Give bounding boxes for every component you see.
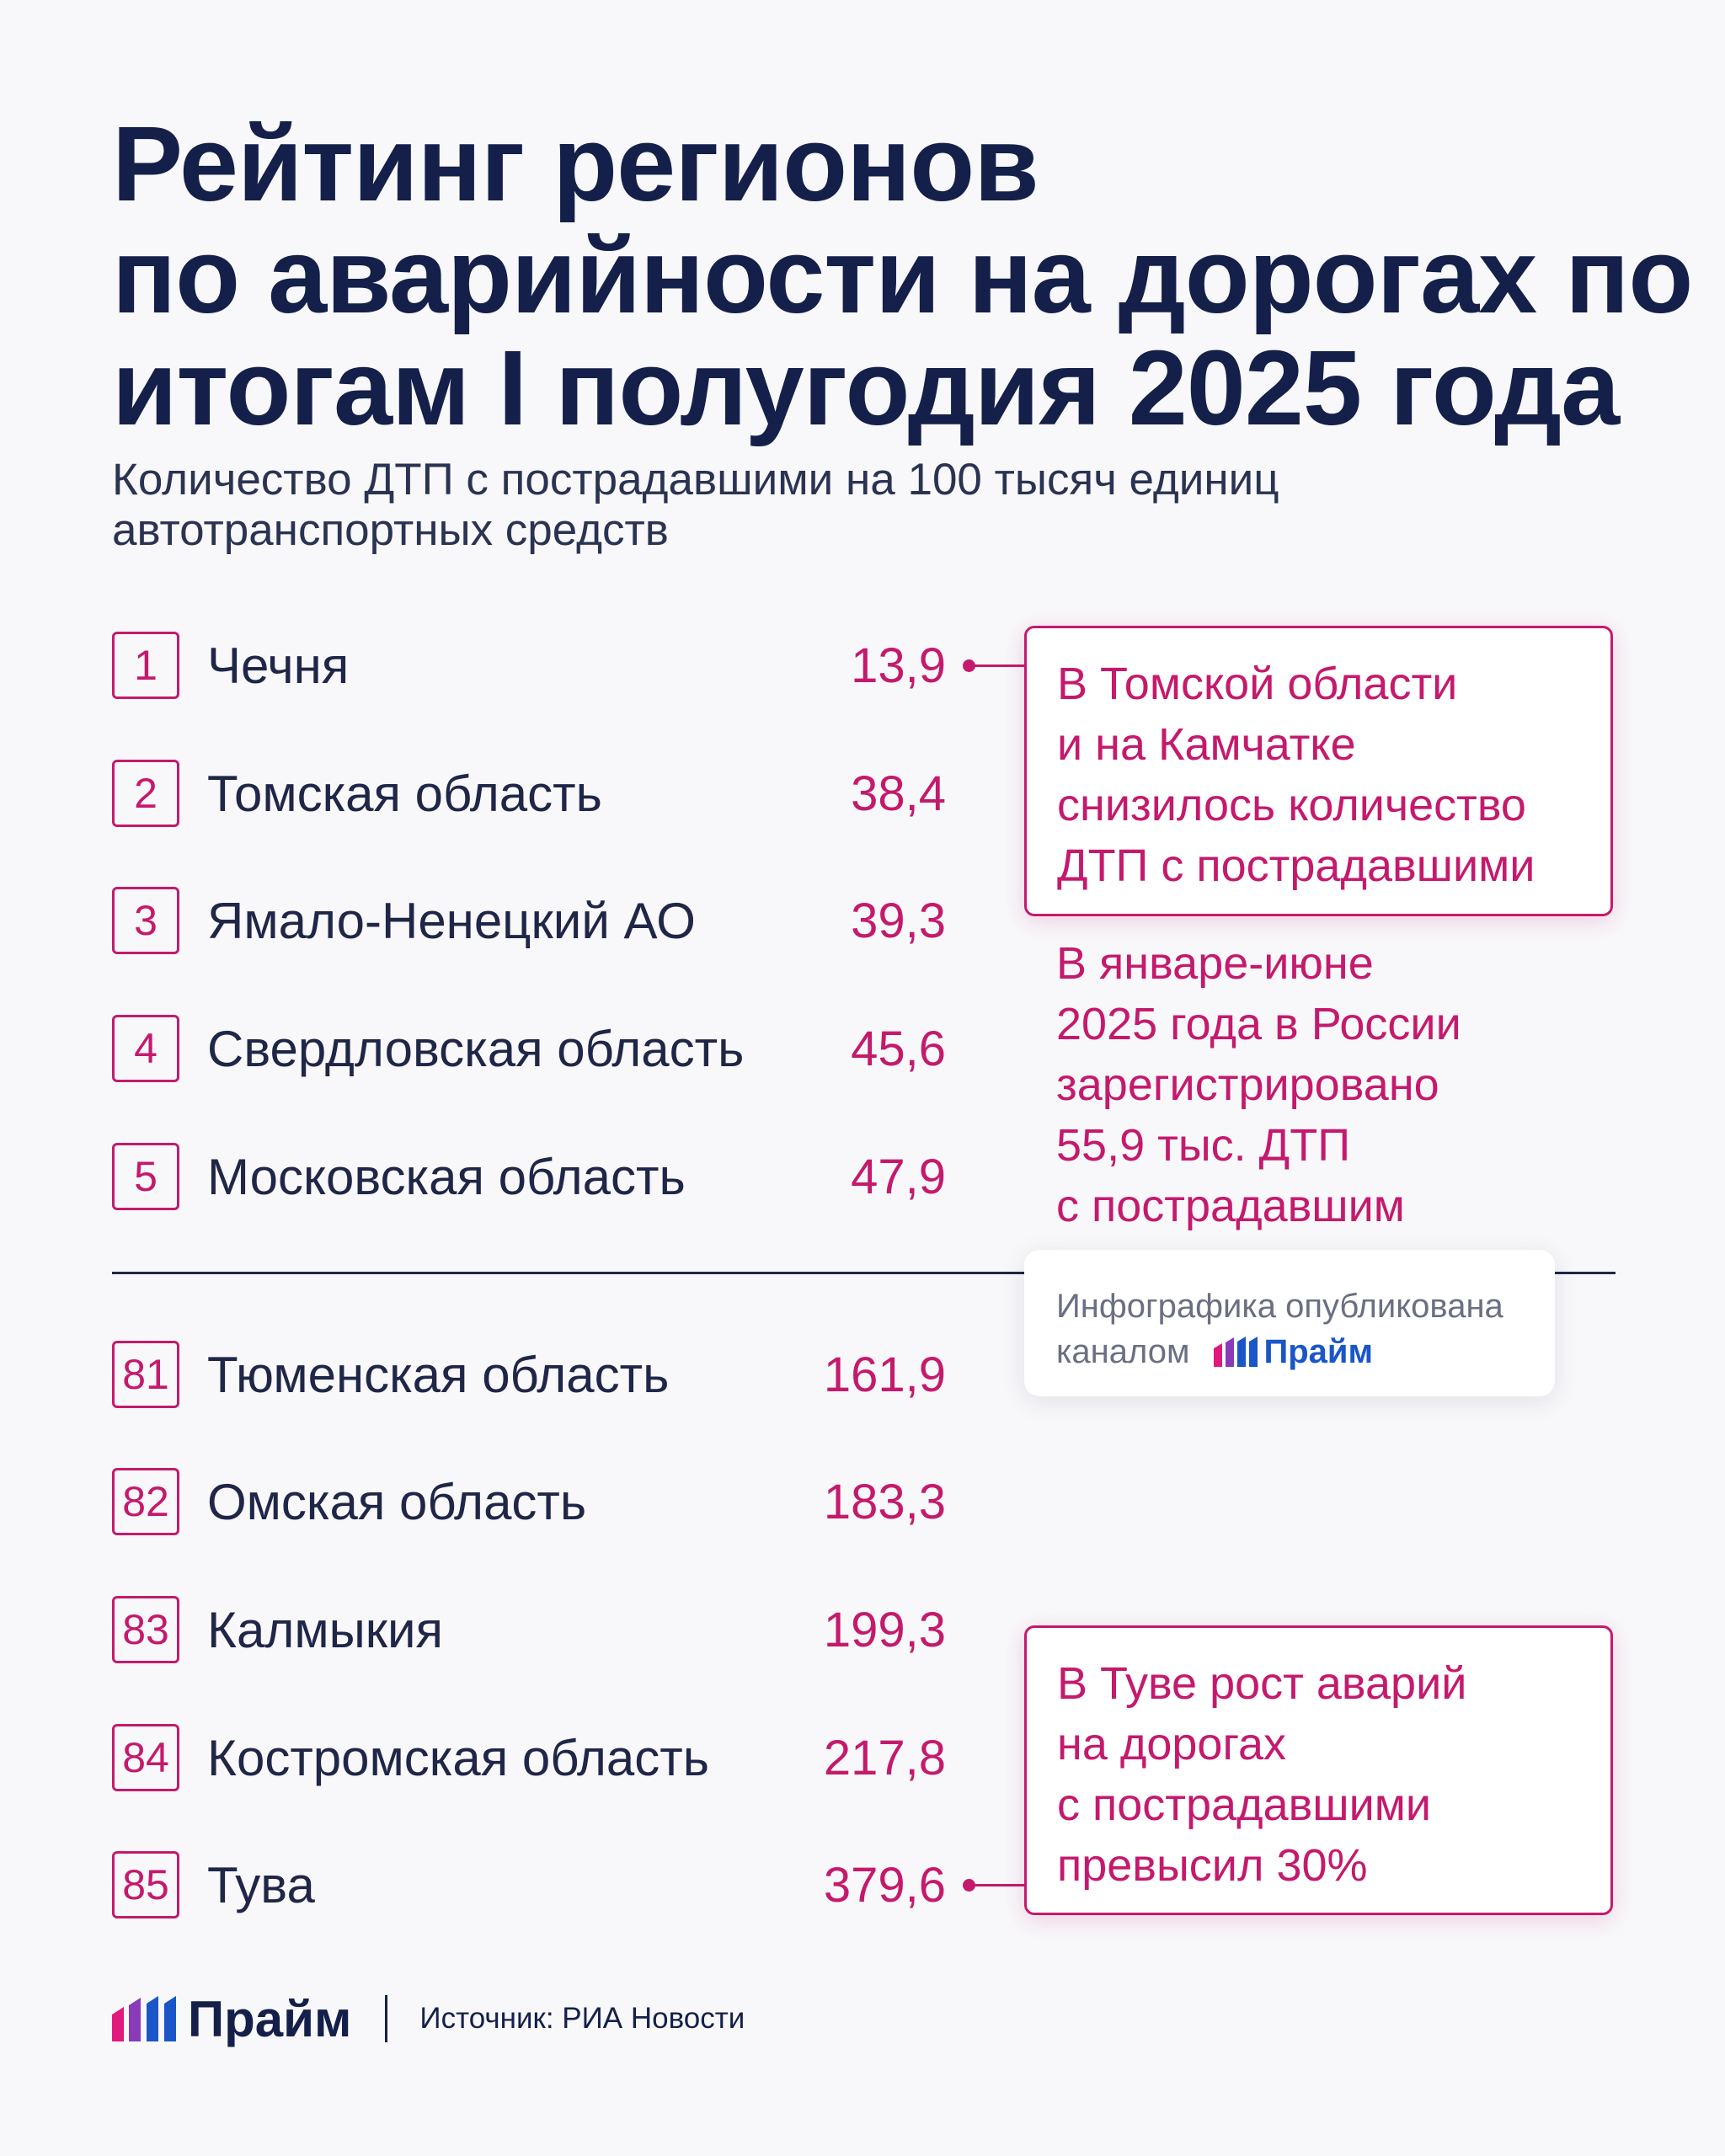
region-name: Тува — [207, 1856, 315, 1913]
callout-line: с пострадавшими — [1057, 1780, 1432, 1830]
callout-line: ДТП с пострадавшими — [1057, 841, 1535, 891]
rank-badge: 4 — [112, 1015, 179, 1082]
footer-separator — [385, 1995, 387, 2042]
callout-line: В Томской области — [1057, 659, 1458, 709]
rank-badge: 82 — [112, 1468, 179, 1535]
subtitle — [112, 455, 1544, 556]
note-line: 55,9 тыс. ДТП — [1056, 1120, 1351, 1171]
region-name: Костромская область — [207, 1729, 710, 1786]
region-name: Ямало-Ненецкий АО — [207, 892, 696, 949]
prime-logo-icon — [112, 1996, 176, 2041]
stats-note — [1056, 933, 1461, 1236]
connector-line — [969, 1884, 1028, 1886]
rank-badge: 85 — [112, 1851, 179, 1919]
ranking-row — [112, 1468, 946, 1539]
region-value: 47,9 — [851, 1149, 946, 1204]
region-name: Томская область — [207, 765, 602, 822]
ranking-row — [112, 887, 946, 958]
rank-badge: 83 — [112, 1596, 179, 1663]
rank-badge: 2 — [112, 760, 179, 827]
publication-line: Инфографика опубликована — [1056, 1288, 1503, 1325]
source-credit: Источник: РИА Новости — [419, 2002, 745, 2035]
publication-line: каналом — [1056, 1333, 1190, 1370]
callout-line: на дорогах — [1057, 1719, 1287, 1769]
rank-badge: 3 — [112, 887, 179, 954]
callout-line: превысил 30% — [1057, 1840, 1368, 1891]
prime-logo-icon — [1214, 1337, 1258, 1367]
publication-card — [1024, 1250, 1555, 1396]
region-name: Московская область — [207, 1148, 686, 1205]
prime-logo-small — [1214, 1329, 1374, 1374]
note-line: с пострадавшим — [1056, 1181, 1405, 1231]
region-value: 38,4 — [851, 766, 946, 821]
region-value: 45,6 — [851, 1021, 946, 1076]
title-line: Рейтинг регионов — [112, 104, 1039, 223]
region-name: Свердловская область — [207, 1020, 745, 1077]
note-line: 2025 года в России — [1056, 999, 1461, 1049]
title-line: итогам I полугодия 2025 года — [112, 328, 1620, 447]
callout-bottom — [1024, 1625, 1613, 1915]
rank-badge: 5 — [112, 1143, 179, 1210]
subtitle-line: Количество ДТП с пострадавшими на 100 тысяч единиц — [112, 455, 1279, 504]
callout-top — [1024, 626, 1613, 916]
ranking-row — [112, 1015, 946, 1086]
connector-line — [969, 664, 1028, 667]
subtitle-line: автотранспортных средств — [112, 505, 669, 555]
region-name: Калмыкия — [207, 1601, 443, 1658]
region-value: 39,3 — [851, 893, 946, 948]
region-value: 161,9 — [823, 1347, 946, 1402]
ranking-row — [112, 1143, 946, 1214]
region-value: 379,6 — [823, 1857, 946, 1913]
prime-brand-text: Прайм — [188, 1990, 352, 2047]
rank-badge: 1 — [112, 632, 179, 699]
region-name: Омская область — [207, 1473, 587, 1530]
title-line: по аварийности на дорогах по — [112, 216, 1693, 335]
ranking-row — [112, 1596, 946, 1667]
callout-line: В Туве рост аварий — [1057, 1658, 1467, 1709]
callout-line: и на Камчатке — [1057, 719, 1356, 770]
region-value: 183,3 — [823, 1474, 946, 1529]
ranking-row — [112, 760, 946, 830]
rank-badge: 81 — [112, 1341, 179, 1408]
page-title — [112, 104, 1693, 447]
region-name: Тюменская область — [207, 1346, 670, 1403]
rank-badge: 84 — [112, 1724, 179, 1791]
region-name: Чечня — [207, 637, 350, 694]
note-line: В январе-июне — [1056, 938, 1374, 989]
callout-line: снизилось количество — [1057, 780, 1526, 830]
ranking-row — [112, 1724, 946, 1795]
note-line: зарегистрировано — [1056, 1059, 1439, 1110]
ranking-row — [112, 632, 946, 702]
region-value: 217,8 — [823, 1730, 946, 1785]
prime-brand-text: Прайм — [1263, 1333, 1374, 1370]
footer — [112, 1989, 745, 2048]
ranking-row — [112, 1341, 946, 1412]
region-value: 199,3 — [823, 1602, 946, 1657]
ranking-row — [112, 1851, 946, 1922]
region-value: 13,9 — [851, 638, 946, 693]
